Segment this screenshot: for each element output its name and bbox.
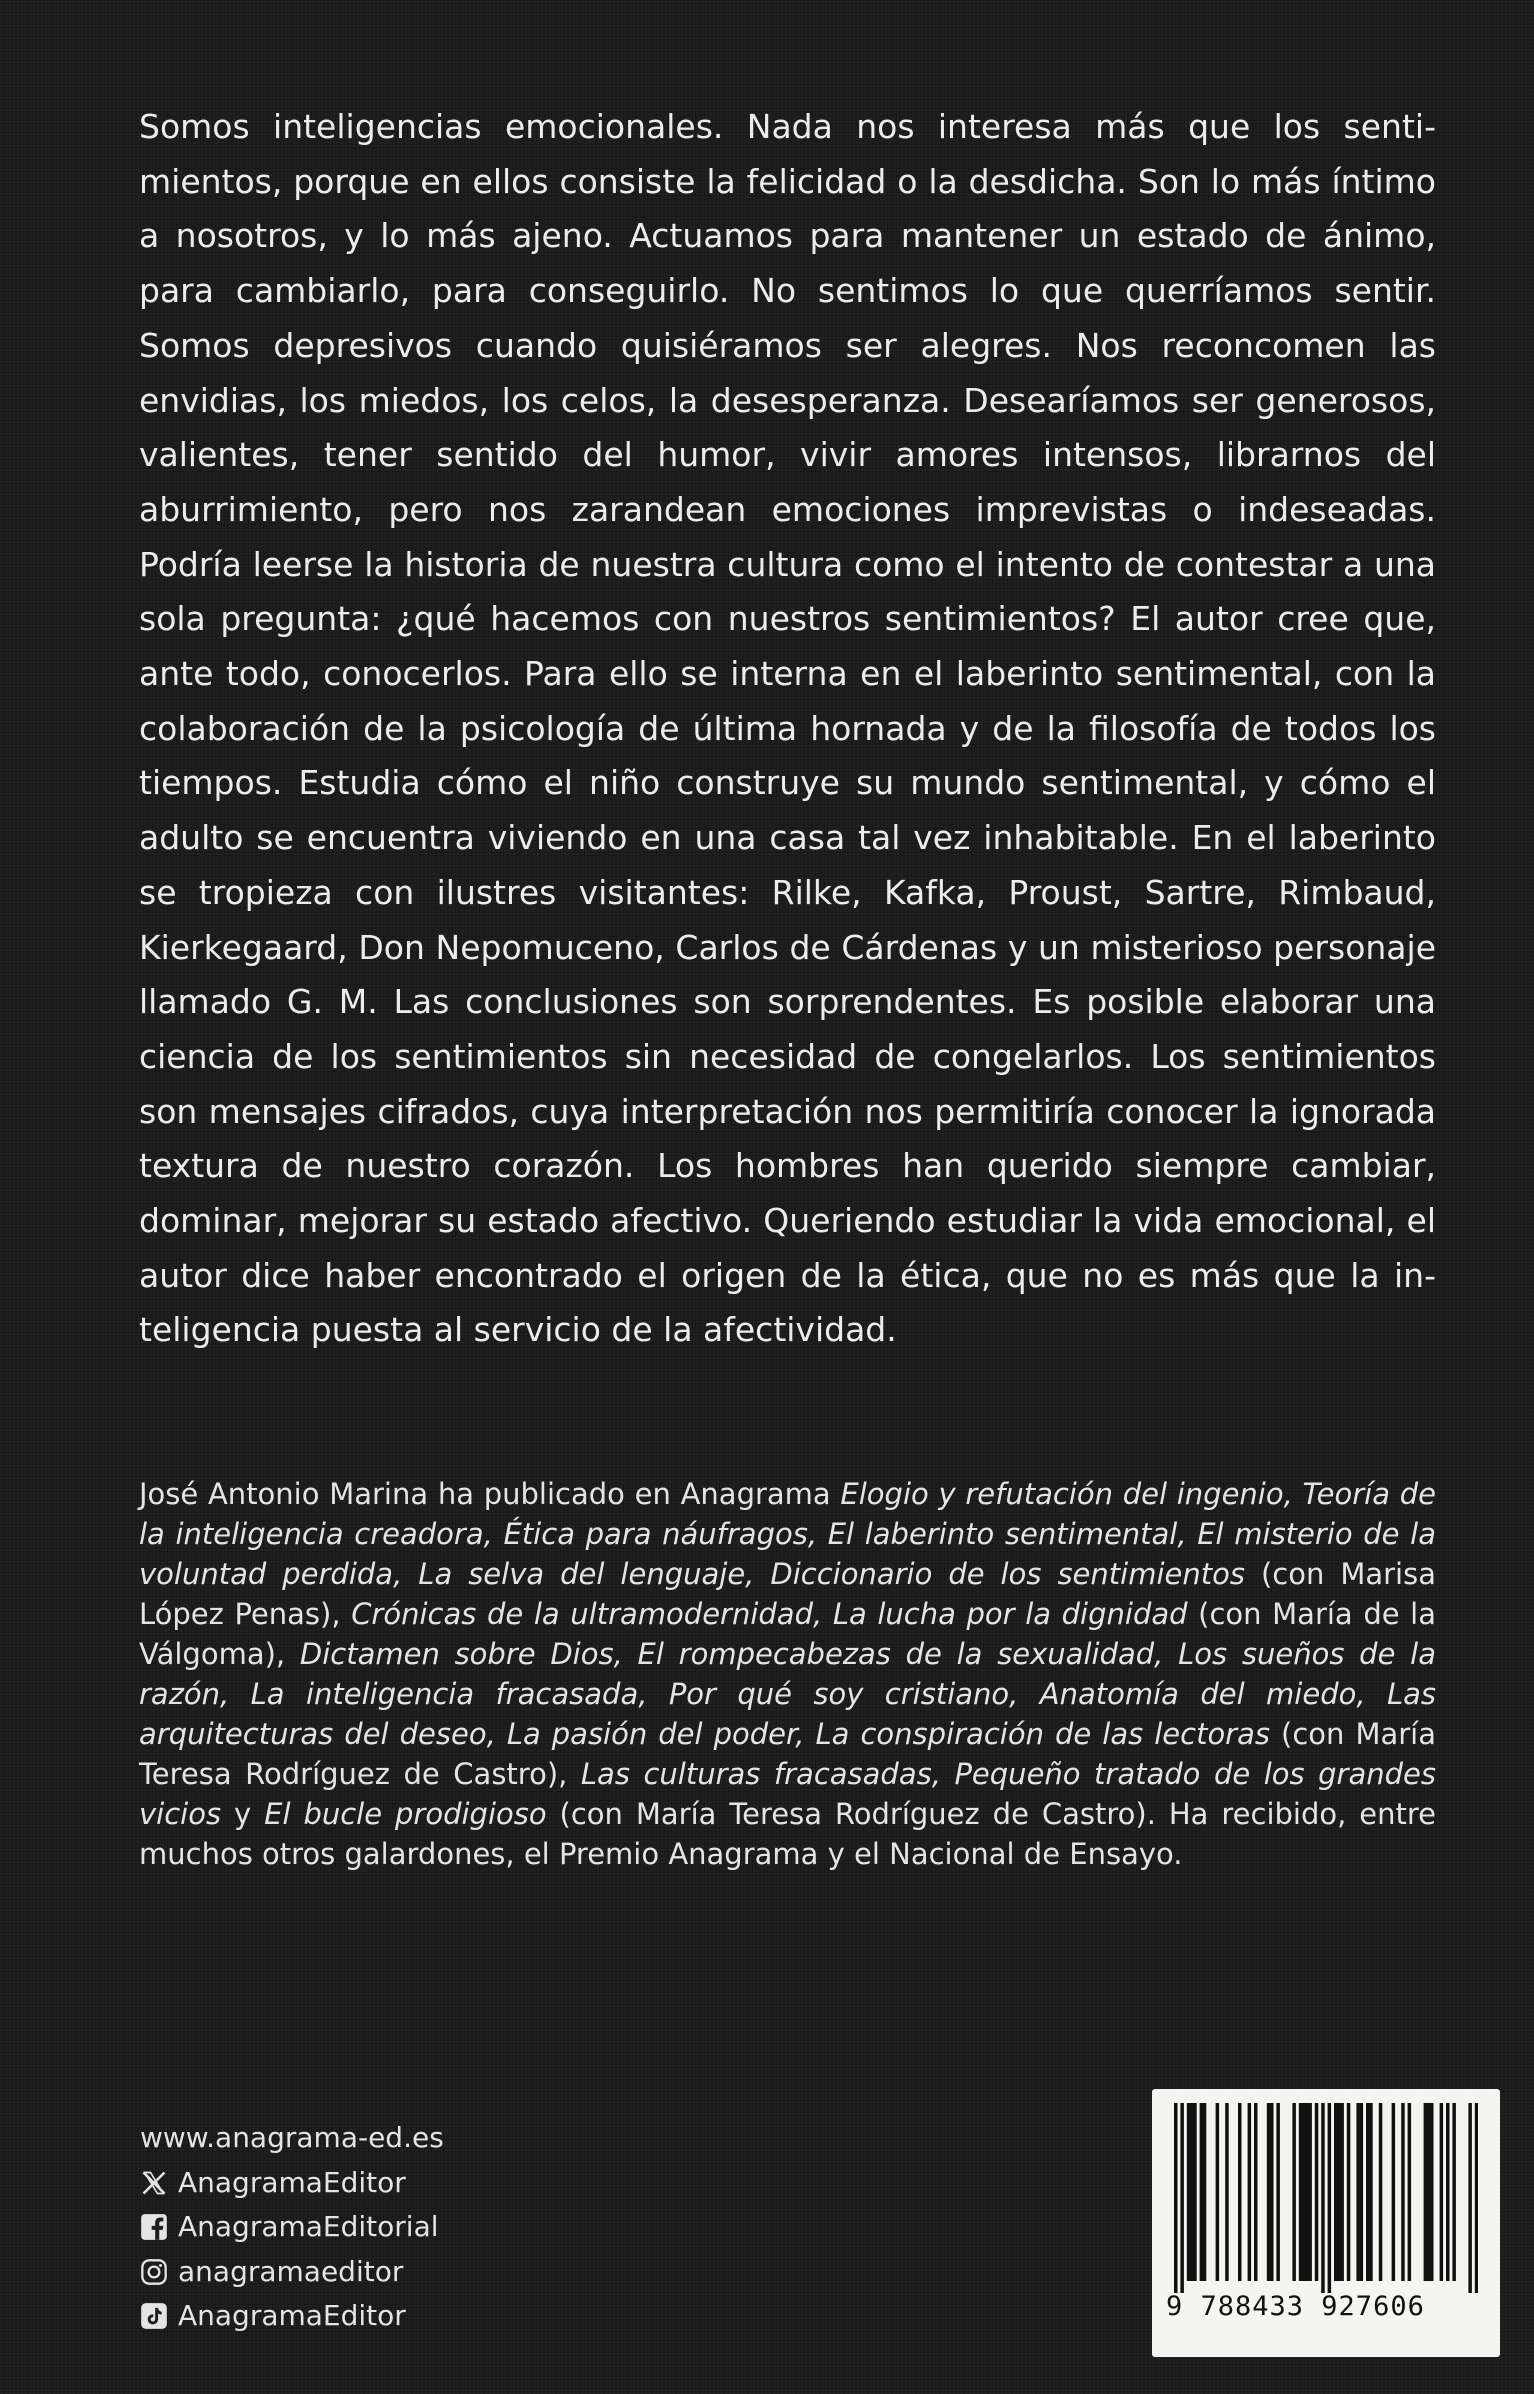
barcode-bar (1225, 2103, 1229, 2281)
barcode-bar (1200, 2103, 1204, 2281)
barcode-bar (1369, 2103, 1373, 2281)
barcode-bar (1401, 2103, 1405, 2281)
bio-titles-3: Dictamen sobre Dios, El rompecabezas de la sexualidad, Los sueños de la razón, La inteligencia fracasada, Por qué soy cristiano, Anatomía del miedo, Las arquitecturas del deseo, La pasión del poder, La conspiración de las lectoras (139, 1637, 1436, 1751)
barcode-bar (1315, 2103, 1319, 2281)
instagram-link-row (140, 2250, 444, 2295)
instagram-icon (140, 2257, 174, 2287)
website-link[interactable]: www.anagrama-ed.es (140, 2121, 444, 2154)
x-logo-icon (140, 2168, 174, 2198)
barcode-bar (1452, 2103, 1456, 2281)
barcode-bar (1408, 2103, 1412, 2281)
barcode-bar (1305, 2103, 1309, 2281)
facebook-handle[interactable]: AnagramaEditorial (178, 2210, 439, 2243)
barcode-bar (1475, 2103, 1478, 2293)
barcode-bar (1299, 2103, 1303, 2281)
barcode-bar (1267, 2103, 1271, 2281)
bio-titles-4: Las culturas fracasadas, Pequeño tratado de los grandes vicios (139, 1757, 1436, 1831)
barcode-bar (1187, 2103, 1191, 2281)
barcode-bar (1174, 2103, 1178, 2293)
barcode-bar (1430, 2103, 1434, 2281)
barcode-bar (1337, 2103, 1341, 2281)
bio-titles-2: Crónicas de la ultramodernidad, La lucha por la dignidad (351, 1597, 1188, 1631)
barcode-bar (1424, 2103, 1428, 2281)
barcode-bar (1328, 2103, 1332, 2293)
barcode-bar (1446, 2103, 1450, 2281)
x-link-row (140, 2161, 444, 2206)
tiktok-icon (140, 2301, 174, 2331)
x-handle[interactable]: AnagramaEditor (178, 2165, 406, 2199)
barcode-bar (1440, 2103, 1444, 2281)
bio-connector: y (221, 1797, 265, 1831)
barcode-bar (1190, 2103, 1194, 2281)
barcode-bar (1203, 2103, 1207, 2281)
bio-coauthor-3: (con María Teresa Rodríguez de Castro), (139, 1717, 1436, 1791)
barcode-bar (1292, 2103, 1296, 2281)
barcode-bar (1468, 2103, 1472, 2293)
tiktok-link-row (140, 2294, 444, 2339)
isbn-digits: 9 788433 927606 (1166, 2291, 1425, 2322)
barcode-bar (1379, 2103, 1383, 2281)
bio-titles-1: Elogio y refutación del ingenio, Teoría de la inteligencia creadora, Ética para náufragos, El laberinto sentimental, El misterio de la voluntad perdida, La selva del lenguaje, Diccionario de los sentimientos (139, 1477, 1436, 1591)
bio-coauthor-1: (con Marisa López Penas), (139, 1557, 1436, 1631)
instagram-handle[interactable]: anagramaeditor (178, 2254, 404, 2288)
bio-titles-5: El bucle prodigioso (264, 1797, 547, 1831)
barcode-bar (1392, 2103, 1396, 2281)
barcode-bar (1276, 2103, 1280, 2281)
author-bio-paragraph (139, 1474, 1436, 1874)
facebook-icon (140, 2212, 174, 2242)
barcode-bar (1366, 2103, 1370, 2281)
bio-intro: José Antonio Marina ha publicado en Anagrama (139, 1477, 841, 1511)
facebook-link-row (140, 2205, 444, 2250)
barcode-bar (1270, 2103, 1274, 2281)
barcode-bar (1302, 2103, 1306, 2281)
barcode-bar (1347, 2103, 1351, 2281)
barcode-bar (1248, 2103, 1252, 2281)
bio-coauthor-2: (con María de la Válgoma), (139, 1597, 1437, 1671)
barcode-bars (1174, 2103, 1478, 2293)
barcode-bar (1193, 2103, 1197, 2281)
barcode-bar (1340, 2103, 1344, 2281)
synopsis-paragraph: Somos inteligencias emocionales. Nada nos interesa más que los sentimientos, porque en ellos consiste la felicidad o la desdicha. Son lo más íntimo a nosotros, y lo más ajeno. Actuamos para mantener un estado de ánimo, para cambiarlo, para conseguirlo. No sentimos lo que querríamos sentir. Somos depresivos cuando quisiéramos ser alegres. Nos reconcomen las envidias, los miedos, los celos, la desesperanza. Desearíamos ser generosos, valientes, tener sentido del humor, vivir amores intensos, librarnos del aburrimiento, pero nos zarandean emociones imprevistas o indeseadas. Podría leerse la historia de nuestra cultura como el intento de contestar a una sola pregunta: ¿qué hacemos con nuestros sentimientos? El autor cree que, ante todo, conocerlos. Para ello se interna en el laberinto sentimental, con la colaboración de la psicología de última hornada y de la filosofía de todos los tiempos. Estudia cómo el niño construye su mundo sentimental, y cómo el adulto se encuentra viviendo en una casa tal vez inhabitable. En el laberinto se tropieza con ilustres visitantes: Rilke, Kafka, Proust, Sartre, Rimbaud, Kierkegaard, Don Nepomuceno, Carlos de Cárdenas y un misterioso personaje llamado G. M. Las conclusiones son sorprendentes. Es posible elaborar una ciencia de los sentimientos sin necesidad de congelarlos. Los sentimientos son mensajes cifrados, cuya interpretación nos permitiría conocer la ignorada textura de nuestro corazón. Los hombres han querido siempre cambiar, dominar, mejorar su estado afectivo. Queriendo estudiar la vida emocional, el autor dice haber encontrado el origen de la ética, que no es más que la inteligencia puesta al servicio de la afectividad. (139, 107, 1436, 1350)
isbn-barcode (1152, 2089, 1500, 2357)
publisher-links (140, 2116, 444, 2339)
bio-closing: (con María Teresa Rodríguez de Castro). Ha recibido, entre muchos otros galardones, el Premio Anagrama y el Nacional de Ensayo. (139, 1797, 1436, 1871)
barcode-bar (1334, 2103, 1338, 2281)
barcode-bar (1216, 2103, 1220, 2281)
barcode-bar (1427, 2103, 1431, 2281)
barcode-bar (1180, 2103, 1184, 2293)
barcode-bar (1356, 2103, 1360, 2281)
barcode-bar (1254, 2103, 1258, 2281)
barcode-bar (1308, 2103, 1312, 2281)
barcode-bar (1321, 2103, 1325, 2293)
barcode-bar (1238, 2103, 1242, 2281)
barcode-bar (1360, 2103, 1364, 2281)
tiktok-handle[interactable]: AnagramaEditor (178, 2299, 406, 2332)
website-link-row (140, 2116, 444, 2161)
